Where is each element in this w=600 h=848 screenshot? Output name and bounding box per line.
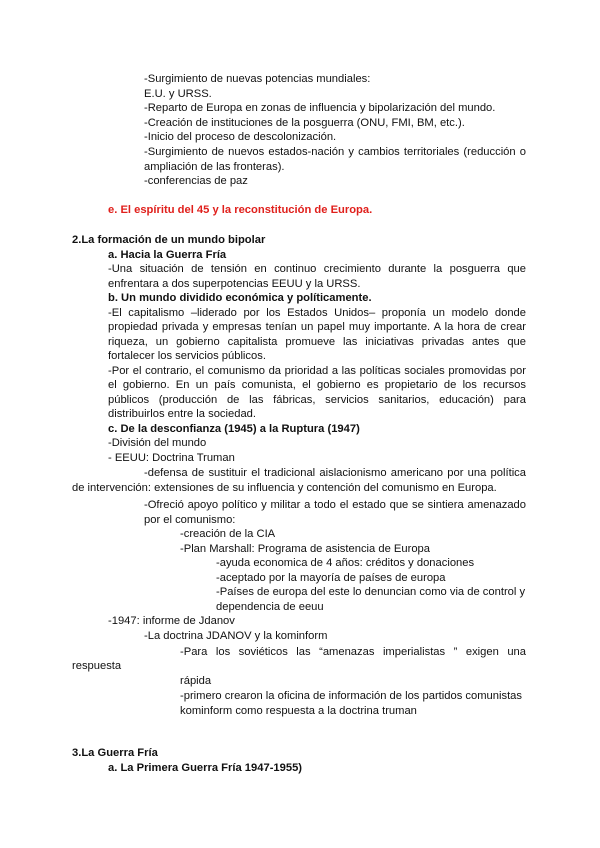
outline-line: de intervención: extensiones de su influencia y contención del comunismo en Europa. <box>72 482 497 494</box>
paragraph-line: -El capitalismo –liderado por los Estados Unidos– proponía un modelo donde <box>108 307 526 319</box>
intro-line: -Inicio del proceso de descolonización. <box>144 131 337 143</box>
subsection-c-title: c. De la desconfianza (1945) a la Ruptura (1947) <box>108 423 360 435</box>
paragraph-line: fortalecer los servicios públicos. <box>108 350 266 362</box>
outline-line: kominform como respuesta a la doctrina truman <box>180 705 417 717</box>
paragraph-line: públicos (producción de las fábricas, servicios sanitarios, educación) para <box>108 394 526 406</box>
outline-line: -Países de europa del este lo denuncian como via de control y <box>216 586 526 598</box>
outline-line: por el comunismo: <box>144 514 236 526</box>
paragraph-line: -Por el contrario, el comunismo da prioridad a las políticas sociales promovidas por <box>108 365 526 377</box>
outline-line: -primero crearon la oficina de información de los partidos comunistas <box>180 690 522 702</box>
section-2-title: 2.La formación de un mundo bipolar <box>72 234 266 246</box>
outline-line: -División del mundo <box>108 437 207 449</box>
subsection-b-title: b. Un mundo dividido económica y políticamente. <box>108 292 372 304</box>
outline-line: -La doctrina JDANOV y la kominform <box>144 630 328 642</box>
outline-line: -Plan Marshall: Programa de asistencia de Europa <box>180 543 430 555</box>
outline-line: rápida <box>180 675 212 687</box>
intro-line: -Surgimiento de nuevos estados-nación y cambios territoriales (reducción o <box>144 146 526 158</box>
subsection-a-title: a. Hacia la Guerra Fría <box>108 249 227 261</box>
outline-line: - EEUU: Doctrina Truman <box>108 452 235 464</box>
heading-e: e. El espíritu del 45 y la reconstitución de Europa. <box>108 204 373 216</box>
paragraph-line: el gobierno. En un país comunista, el gobierno es propietario de los recursos <box>108 379 526 391</box>
intro-line: -Reparto de Europa en zonas de influencia y bipolarización del mundo. <box>144 102 496 114</box>
outline-line: -1947: informe de Jdanov <box>108 615 235 627</box>
intro-line: E.U. y URSS. <box>144 88 212 100</box>
outline-line: -Ofreció apoyo político y militar a todo el estado que se sintiera amenazado <box>144 499 526 511</box>
intro-line: -Creación de instituciones de la posguerra (ONU, FMI, BM, etc.). <box>144 117 465 129</box>
paragraph-line: riqueza, un gobierno capitalista promueve las iniciativas privadas antes que <box>108 336 526 348</box>
outline-line: -aceptado por la mayoría de países de europa <box>216 572 446 584</box>
outline-line: dependencia de eeuu <box>216 601 324 613</box>
outline-line: -defensa de sustituir el tradicional aislacionismo americano por una política <box>144 467 526 479</box>
section-3-title: 3.La Guerra Fría <box>72 747 158 759</box>
paragraph-line: propiedad privada y empresas tenían un papel muy importante. A la hora de crear <box>108 321 526 333</box>
outline-line: -Para los soviéticos las “amenazas imperialistas ” exigen una <box>180 646 526 658</box>
paragraph-line: -Una situación de tensión en continuo crecimiento durante la posguerra que <box>108 263 526 275</box>
intro-line: ampliación de las fronteras). <box>144 161 285 173</box>
outline-line: respuesta <box>72 660 122 672</box>
outline-line: -creación de la CIA <box>180 528 276 540</box>
subsection-3a-title: a. La Primera Guerra Fría 1947-1955) <box>108 762 303 774</box>
outline-line: -ayuda economica de 4 años: créditos y donaciones <box>216 557 475 569</box>
intro-line: -Surgimiento de nuevas potencias mundiales: <box>144 73 371 85</box>
paragraph-line: distribuirlos entre la sociedad. <box>108 408 256 420</box>
intro-line: -conferencias de paz <box>144 175 248 187</box>
paragraph-line: enfrentara a dos superpotencias EEUU y la URSS. <box>108 278 361 290</box>
